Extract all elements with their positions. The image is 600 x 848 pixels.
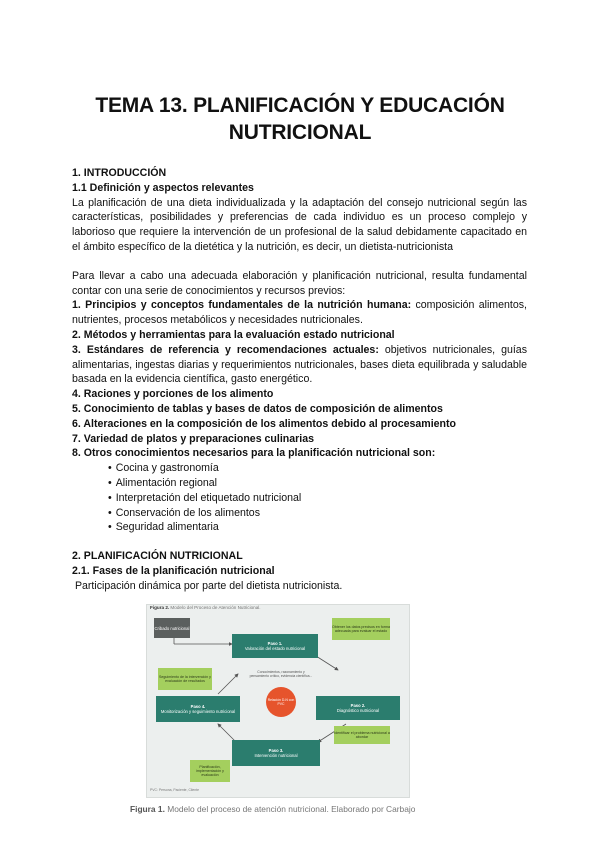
knowledge-item-title: 3. Estándares de referencia y recomendaciones actuales: <box>72 343 379 356</box>
figure-caption <box>130 804 415 814</box>
note-right <box>334 726 390 744</box>
knowledge-item-title: 4. Raciones y porciones de los alimento <box>72 388 274 401</box>
knowledge-item-title: 8. Otros conocimientos necesarios para la planificación nutricional son: <box>72 447 436 460</box>
step-4-label: Paso 4. <box>190 704 206 709</box>
note-bottom-text: Planificación, implementación y evaluación <box>196 764 224 778</box>
step-4-box <box>156 696 240 722</box>
center-circle <box>266 687 296 717</box>
list-item: • Conservación de los alimentos <box>108 506 527 521</box>
knowledge-item <box>72 343 527 387</box>
title-line-1: TEMA 13. PLANIFICACIÓN Y EDUCACIÓN <box>95 94 505 117</box>
figure-caption-label: Figura 1. <box>130 804 165 814</box>
section-1-heading: 1. INTRODUCCIÓN <box>72 167 167 179</box>
knowledge-item <box>72 417 527 432</box>
knowledge-item <box>72 298 527 328</box>
note-right-text: Identificar el problema nutricional a abordar <box>334 730 390 739</box>
nutrition-care-process-figure <box>146 604 408 796</box>
list-item: • Interpretación del etiquetado nutricional <box>108 491 527 506</box>
knowledge-item-title: 2. Métodos y herramientas para la evaluación estado nutricional <box>72 328 395 341</box>
knowledge-item-text: objetivos nutricionales, guías alimentarias, ingestas diarias y requerimientos nutricionales, bases dieta equilibrada y saludable basada en la evidencia científica, gasto energético. <box>72 343 527 386</box>
step-1-box <box>232 634 318 658</box>
figure-header-text: Modelo del Proceso de Atención Nutricional. <box>169 605 261 610</box>
cribado-box <box>154 618 190 638</box>
intro-paragraph: La planificación de una dieta individualizada y la adaptación del consejo nutricional según las características, posibilidades y preferencias de cada individuo es un proceso complejo y laborioso que requiere la intervención de un profesional de la salud debidamente capacitado en el ámbito específico de la dietética y la nutrición, es decir, un dietista-nutricionista <box>72 196 527 253</box>
section-2-paragraph: Participación dinámica por parte del dietista nutricionista. <box>72 579 343 592</box>
knowledge-item-title: 1. Principios y conceptos fundamentales de la nutrición humana: <box>72 299 412 312</box>
section-2-1-heading: 2.1. Fases de la planificación nutricional <box>72 564 275 577</box>
knowledge-item <box>72 387 527 402</box>
arrow-step4-to-step1 <box>218 674 238 694</box>
step-2-box <box>316 696 400 720</box>
list-item: • Seguridad alimentaria <box>108 520 527 535</box>
section-2-heading: 2. PLANIFICACIÓN NUTRICIONAL <box>72 550 243 563</box>
page-title <box>0 92 600 146</box>
note-top-right-text: Obtener los datos precisos en forma adecuada para evaluar el estado <box>332 624 390 633</box>
step-4-title: Monitorización y seguimiento nutricional <box>160 709 236 714</box>
center-note: Conocimientos, razonamiento y pensamiento crítico, evidencia científica... <box>249 670 313 679</box>
knowledge-item-title: 7. Variedad de platos y preparaciones culinarias <box>72 432 314 445</box>
step-3-title: Intervención nutricional <box>254 753 298 758</box>
figure-header-label: Figura 2. <box>150 605 170 610</box>
step-1-title: Valoración del estado nutricional <box>244 646 306 651</box>
knowledge-item-title: 5. Conocimiento de tablas y bases de datos de composición de alimentos <box>72 402 443 415</box>
step-3-label: Paso 3. <box>268 748 284 753</box>
note-left-text: Seguimiento de la intervención y evaluación de resultados <box>159 674 211 683</box>
other-knowledge-list <box>72 461 527 535</box>
knowledge-item-title: 6. Alteraciones en la composición de los alimentos debido al procesamiento <box>72 417 457 430</box>
figure-footer: PVC: Persona, Paciente, Cliente <box>150 788 200 792</box>
step-2-title: Diagnóstico nutricional <box>336 708 380 713</box>
figure-caption-text: Modelo del proceso de atención nutricional. Elaborado por Carbajo <box>164 804 416 814</box>
note-bottom <box>190 760 230 782</box>
cribado-box-label: Cribado nutricional <box>154 625 190 631</box>
document-body <box>72 166 527 594</box>
list-item: • Alimentación regional <box>108 476 527 491</box>
knowledge-item <box>72 432 527 447</box>
step-1-label: Paso 1. <box>267 641 283 646</box>
step-2-label: Paso 2. <box>350 703 366 708</box>
title-line-2: NUTRICIONAL <box>228 121 372 144</box>
center-circle-text: Relación D-N con PVC <box>267 698 295 706</box>
step-3-box <box>232 740 320 766</box>
section-1-1-heading: 1.1 Definición y aspectos relevantes <box>72 181 254 194</box>
requirements-paragraph: Para llevar a cabo una adecuada elaboración y planificación nutricional, resulta fundamental contar con una serie de conocimientos y recursos previos: <box>72 269 527 297</box>
knowledge-item <box>72 446 527 461</box>
knowledge-item <box>72 328 527 343</box>
knowledge-item-text: composición alimentos, nutrientes, procesos metabólicos y necesidades nutricionales. <box>72 299 527 327</box>
list-item: • Cocina y gastronomía <box>108 461 527 476</box>
note-top-right <box>332 618 390 640</box>
note-left <box>158 668 212 690</box>
knowledge-item <box>72 402 527 417</box>
arrow-step1-to-step2 <box>316 656 338 670</box>
